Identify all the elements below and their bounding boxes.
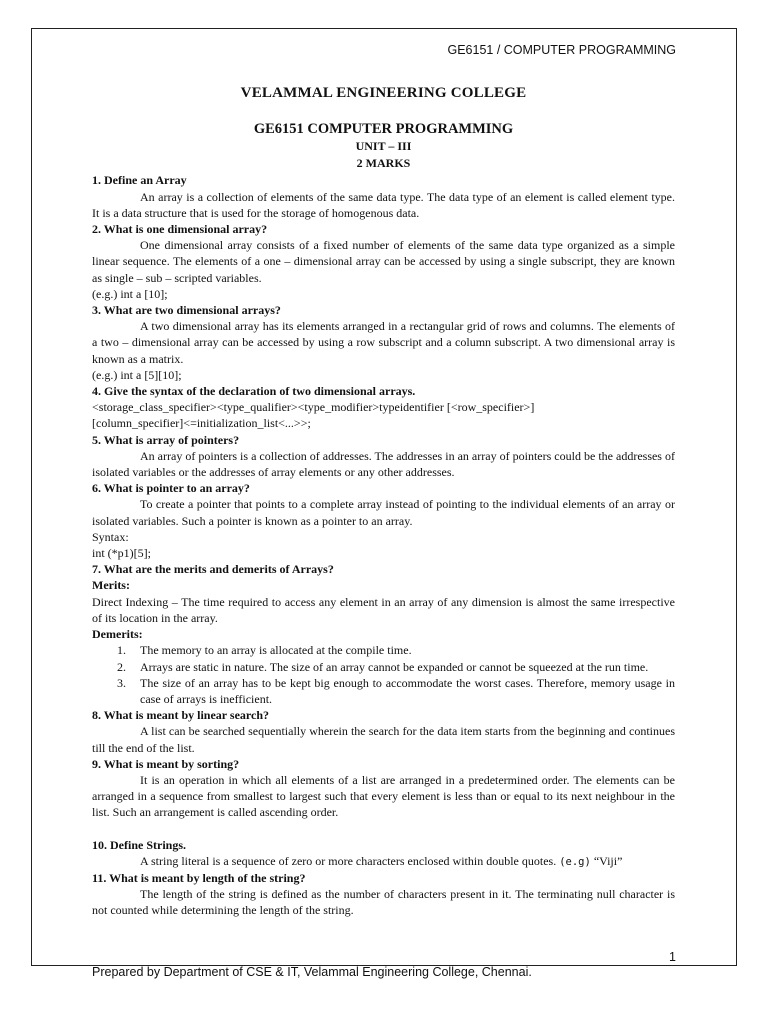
spacer — [92, 821, 675, 837]
answer-6: To create a pointer that points to a complete array instead of pointing to the individual elements of an array or isolated variables. Such a pointer is known as a pointer to an array. — [92, 497, 675, 528]
answer-5: An array of pointers is a collection of addresses. The addresses in an array of pointers could be the addresses of isolated variables or the addresses of array elements or any other addresses. — [92, 448, 675, 480]
page-number: 1 — [669, 950, 676, 964]
answer-2: One dimensional array consists of a fixed number of elements of the same data type organized as a simple linear sequence. The elements of a one – dimensional array can be accessed by using a single subscript, they are known as single – sub – scripted variables. — [92, 238, 675, 285]
course-title: GE6151 COMPUTER PROGRAMMING — [253, 121, 514, 138]
example-3: (e.g.) int a [5][10]; — [92, 367, 182, 382]
unit-title: UNIT – III — [355, 139, 412, 154]
list-number: 2. — [117, 659, 126, 674]
list-item — [92, 675, 675, 707]
merits-label: Merits: — [92, 578, 130, 593]
list-number: 3. — [117, 675, 126, 690]
eg-marker: (e.g) — [559, 855, 591, 868]
running-header: GE6151 / COMPUTER PROGRAMMING — [447, 43, 676, 57]
list-text: Arrays are static in nature. The size of an array cannot be expanded or cannot be squeezed at the run time. — [140, 659, 649, 674]
question-5: 5. What is array of pointers? — [92, 432, 240, 447]
document-body — [92, 85, 675, 919]
question-3: 3. What are two dimensional arrays? — [92, 303, 281, 318]
syntax-label: Syntax: — [92, 529, 129, 544]
answer-1: An array is a collection of elements of the same data type. The data type of an element is called element type. It is a data structure that is used for the storage of homogenous data. — [92, 189, 675, 220]
list-item — [92, 659, 675, 675]
demerits-label: Demerits: — [92, 627, 143, 642]
question-10: 10. Define Strings. — [92, 837, 186, 852]
merits-text: Direct Indexing – The time required to access any element in an array of any dimension is almost the same irrespective of its location in the array. — [92, 594, 675, 625]
example-2: (e.g.) int a [10]; — [92, 286, 168, 301]
question-11: 11. What is meant by length of the string? — [92, 870, 306, 885]
list-number: 1. — [117, 643, 126, 658]
question-1: 1. Define an Array — [92, 173, 187, 188]
marks-title: 2 MARKS — [356, 156, 411, 171]
syntax-line-1: <storage_class_specifier><type_qualifier><type_modifier>typeidentifier [<row_specifier>] — [92, 400, 535, 415]
question-6: 6. What is pointer to an array? — [92, 481, 250, 496]
question-7: 7. What are the merits and demerits of Arrays? — [92, 562, 334, 577]
question-9: 9. What is meant by sorting? — [92, 756, 240, 771]
answer-9: It is an operation in which all elements of a list are arranged in a predetermined order. The elements can be arranged in a sequence from smallest to largest such that every element is less than or equal to its next neighbour in the list. Such an arrangement is called ascending order. — [92, 772, 675, 820]
list-text: The size of an array has to be kept big enough to accommodate the worst cases. Therefore, memory usage in case of arrays is inefficient. — [140, 675, 675, 706]
list-text: The memory to an array is allocated at the compile time. — [140, 643, 412, 658]
college-title: VELAMMAL ENGINEERING COLLEGE — [240, 85, 527, 101]
answer-11: The length of the string is defined as the number of characters present in it. The terminating null character is not counted while determining the length of the string. — [92, 887, 675, 918]
answer-10-text: A string literal is a sequence of zero or more characters enclosed within double quotes. — [140, 853, 560, 868]
demerits-list — [92, 642, 675, 707]
string-example: “Viji” — [590, 853, 623, 868]
list-item — [92, 642, 675, 658]
question-4: 4. Give the syntax of the declaration of two dimensional arrays. — [92, 384, 416, 399]
footer-prepared-by: Prepared by Department of CSE & IT, Velammal Engineering College, Chennai. — [92, 965, 532, 979]
question-8: 8. What is meant by linear search? — [92, 708, 270, 723]
syntax-code: int (*p1)[5]; — [92, 546, 151, 561]
answer-3: A two dimensional array has its elements arranged in a rectangular grid of rows and columns. The elements of a two – dimensional array can be accessed by using a row subscript and a column subscript. A two dimensional array is known as a matrix. — [92, 319, 675, 366]
syntax-line-2: [column_specifier]<=initialization_list<...>>; — [92, 416, 311, 431]
answer-10 — [92, 853, 675, 870]
answer-8: A list can be searched sequentially wherein the search for the data item starts from the beginning and continues till the end of the list. — [92, 724, 675, 755]
question-2: 2. What is one dimensional array? — [92, 222, 268, 237]
